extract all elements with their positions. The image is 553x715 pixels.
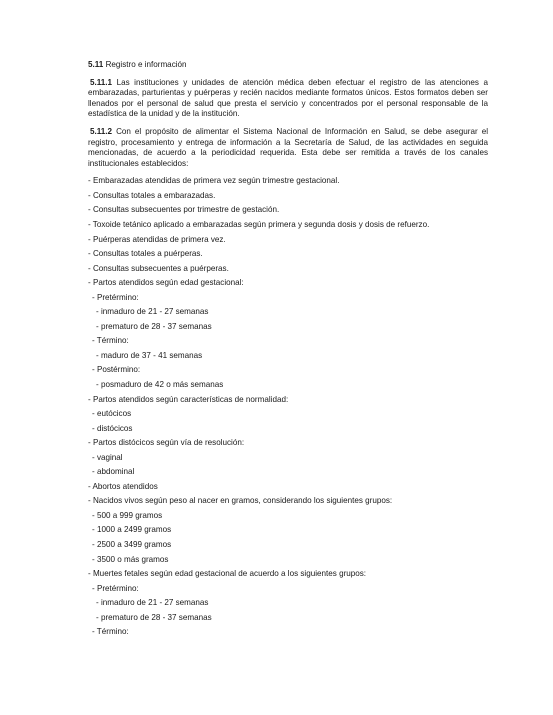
page-content xyxy=(88,60,488,642)
list-item: - Partos atendidos según características de normalidad: xyxy=(88,394,289,404)
section-title: Registro e información xyxy=(105,60,187,69)
list-item: - Nacidos vivos según peso al nacer en gramos, considerando los siguientes grupos: xyxy=(88,496,393,506)
list-item: - Muertes fetales según edad gestacional de acuerdo a los siguientes grupos: xyxy=(88,569,367,579)
list-item: - Partos atendidos según edad gestacional: xyxy=(88,278,244,288)
paragraph-text: Con el propósito de alimentar el Sistema Nacional de Información en Salud, se debe asegurar el registro, procesamiento y entrega de información a la Secretaría de Salud, de las actividades en seguida mencionadas, de acuerdo a la periodicidad requerida. Esta debe ser remitida a través de los canales institucionales establecidos: xyxy=(88,126,488,168)
list-item: - vaginal xyxy=(92,452,123,462)
paragraph-5-11-2 xyxy=(88,127,488,169)
list-item: - 3500 o más gramos xyxy=(92,554,169,564)
paragraph-number: 5.11.1 xyxy=(90,77,113,87)
list-item: - Embarazadas atendidas de primera vez según trimestre gestacional. xyxy=(88,176,340,186)
list-item: - posmaduro de 42 o más semanas xyxy=(96,380,224,389)
list-item: - Consultas subsecuentes por trimestre de gestación. xyxy=(88,205,280,215)
list-item: - Término: xyxy=(92,627,129,637)
list-item: - Partos distócicos según vía de resolución: xyxy=(88,438,245,448)
paragraph-5-11-1 xyxy=(88,78,488,120)
list-item: - prematuro de 28 - 37 semanas xyxy=(96,321,212,331)
list-item: - 2500 a 3499 gramos xyxy=(92,540,172,550)
activity-list xyxy=(88,176,488,642)
list-item: - Puérperas atendidas de primera vez. xyxy=(88,234,226,244)
paragraph-number: 5.11.2 xyxy=(90,126,113,136)
section-number: 5.11 xyxy=(88,60,104,69)
list-item: - 500 a 999 gramos xyxy=(92,510,163,520)
list-item: - abdominal xyxy=(92,467,135,477)
list-item: - Consultas subsecuentes a puérperas. xyxy=(88,263,229,273)
list-item: - maduro de 37 - 41 semanas xyxy=(96,350,203,360)
paragraph-text: Las instituciones y unidades de atención médica deben efectuar el registro de las atenciones a embarazadas, parturientas y puérperas y recién nacidos mediante formatos únicos. Estos formatos deben ser llenados por el personal de salud que presta el servicio y concentrados por el personal responsable de la estadística de la unidad y de la institución. xyxy=(88,77,488,119)
list-item: - Pretérmino: xyxy=(92,583,139,593)
list-item: - prematuro de 28 - 37 semanas xyxy=(96,612,212,622)
list-item: - 1000 a 2499 gramos xyxy=(92,525,172,535)
section-heading xyxy=(88,60,488,71)
list-item: - Abortos atendidos xyxy=(88,481,158,491)
list-item: - Pretérmino: xyxy=(92,292,139,302)
list-item: - Toxoide tetánico aplicado a embarazadas según primera y segunda dosis y dosis de refuerzo. xyxy=(88,219,430,229)
list-item: - inmaduro de 21 - 27 semanas xyxy=(96,598,209,608)
list-item: - Consultas totales a embarazadas. xyxy=(88,190,216,200)
list-item: - inmaduro de 21 - 27 semanas xyxy=(96,307,209,317)
list-item: - Término: xyxy=(92,336,129,346)
list-item: - Consultas totales a puérperas. xyxy=(88,249,203,259)
list-item: - Postérmino: xyxy=(92,365,141,375)
list-item: - distócicos xyxy=(92,423,133,433)
list-item: - eutócicos xyxy=(92,409,132,419)
